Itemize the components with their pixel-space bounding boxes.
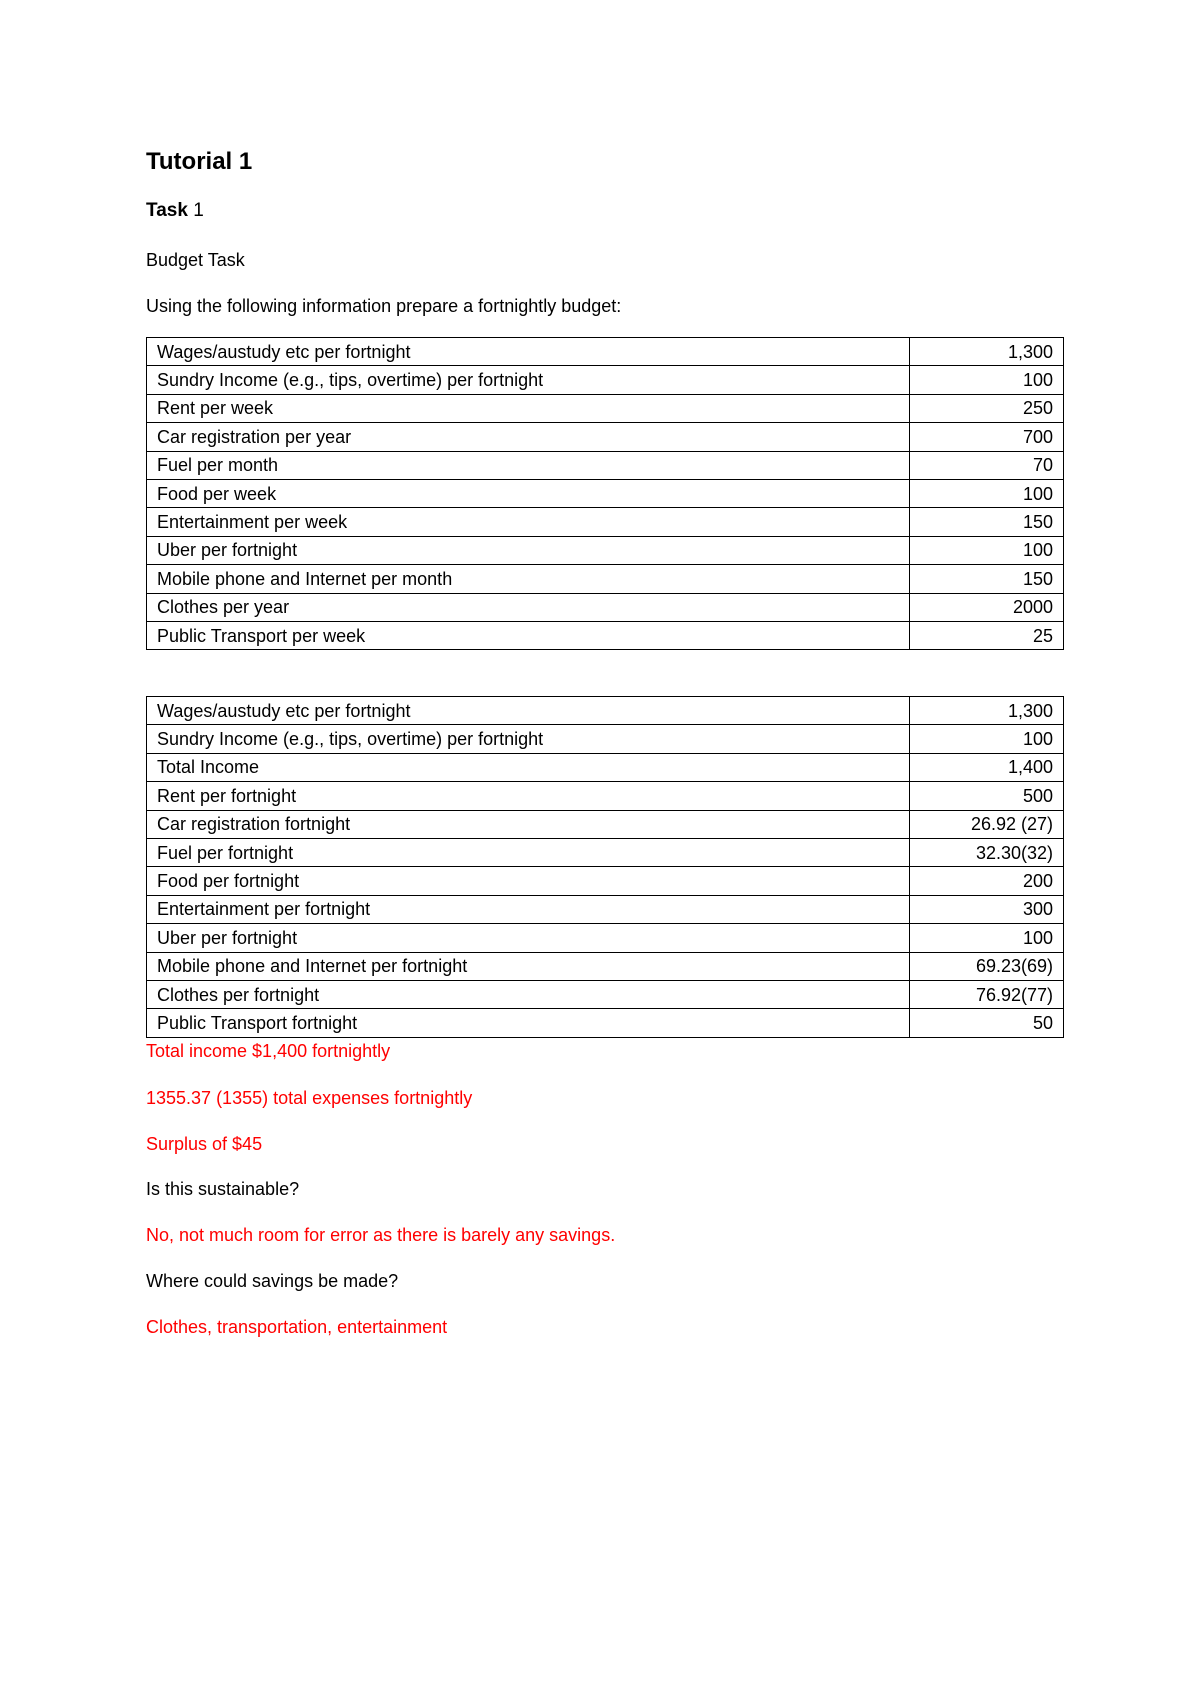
given-table-row-value: 25 — [910, 621, 1064, 649]
fortnightly-table-row-label: Wages/austudy etc per fortnight — [147, 697, 910, 725]
given-table-row — [147, 621, 1064, 649]
fortnightly-table-row-label: Rent per fortnight — [147, 782, 910, 810]
fortnightly-table-row-value: 100 — [910, 725, 1064, 753]
fortnightly-table-row — [147, 867, 1064, 895]
given-table-row-label: Car registration per year — [147, 423, 910, 451]
given-table-row — [147, 536, 1064, 564]
fortnightly-table-row — [147, 980, 1064, 1008]
fortnightly-table-row-value: 32.30(32) — [910, 838, 1064, 866]
total-expenses-answer: 1355.37 (1355) total expenses fortnightly — [146, 1088, 473, 1108]
given-table-row-label: Mobile phone and Internet per month — [147, 565, 910, 593]
given-table-row-label: Clothes per year — [147, 593, 910, 621]
fortnightly-table-row-label: Sundry Income (e.g., tips, overtime) per fortnight — [147, 725, 910, 753]
given-table-row-value: 150 — [910, 508, 1064, 536]
fortnightly-table-row-value: 69.23(69) — [910, 952, 1064, 980]
fortnightly-table-row-value: 1,400 — [910, 753, 1064, 781]
task-label: Task — [146, 200, 188, 221]
given-table-row-label: Sundry Income (e.g., tips, overtime) per fortnight — [147, 366, 910, 394]
given-table-row-value: 100 — [910, 536, 1064, 564]
answer-savings: Clothes, transportation, entertainment — [146, 1317, 448, 1337]
given-table-row-value: 250 — [910, 394, 1064, 422]
fortnightly-table-row — [147, 725, 1064, 753]
fortnightly-table-row-value: 500 — [910, 782, 1064, 810]
fortnightly-table-row-label: Clothes per fortnight — [147, 980, 910, 1008]
fortnightly-table-row-value: 76.92(77) — [910, 980, 1064, 1008]
fortnightly-table-row-label: Food per fortnight — [147, 867, 910, 895]
given-table-row — [147, 394, 1064, 422]
question-sustainable: Is this sustainable? — [146, 1179, 300, 1199]
fortnightly-table-row-label: Uber per fortnight — [147, 924, 910, 952]
given-table-row-value: 100 — [910, 366, 1064, 394]
fortnightly-table-row-label: Entertainment per fortnight — [147, 895, 910, 923]
given-information-table — [146, 337, 1064, 650]
given-table-row-label: Public Transport per week — [147, 621, 910, 649]
given-table-row-label: Entertainment per week — [147, 508, 910, 536]
fortnightly-table-row-value: 26.92 (27) — [910, 810, 1064, 838]
given-table-row-value: 2000 — [910, 593, 1064, 621]
fortnightly-table-row — [147, 697, 1064, 725]
fortnightly-table-row — [147, 1009, 1064, 1037]
task-heading — [146, 198, 204, 224]
fortnightly-table-row-value: 1,300 — [910, 697, 1064, 725]
given-table-row — [147, 508, 1064, 536]
subtitle-budget-task: Budget Task — [146, 250, 245, 270]
fortnightly-table-row — [147, 895, 1064, 923]
given-table-row — [147, 423, 1064, 451]
fortnightly-table-row-label: Mobile phone and Internet per fortnight — [147, 952, 910, 980]
given-table-row — [147, 593, 1064, 621]
given-table-row-label: Rent per week — [147, 394, 910, 422]
fortnightly-table-row — [147, 924, 1064, 952]
given-table-row — [147, 565, 1064, 593]
given-table-row-value: 70 — [910, 451, 1064, 479]
given-table-row-value: 100 — [910, 479, 1064, 507]
given-table-row-label: Fuel per month — [147, 451, 910, 479]
surplus-answer: Surplus of $45 — [146, 1134, 263, 1154]
fortnightly-table-row-value: 50 — [910, 1009, 1064, 1037]
given-table-row-value: 700 — [910, 423, 1064, 451]
fortnightly-table-row — [147, 952, 1064, 980]
instruction-text: Using the following information prepare a fortnightly budget: — [146, 296, 622, 316]
given-table-row-value: 1,300 — [910, 338, 1064, 366]
fortnightly-table-row-label: Fuel per fortnight — [147, 838, 910, 866]
fortnightly-table-row-value: 200 — [910, 867, 1064, 895]
given-table-row — [147, 451, 1064, 479]
given-table-row-value: 150 — [910, 565, 1064, 593]
task-number: 1 — [193, 200, 204, 221]
fortnightly-table-row — [147, 838, 1064, 866]
given-table-row — [147, 366, 1064, 394]
given-table-row-label: Uber per fortnight — [147, 536, 910, 564]
total-income-answer: Total income $1,400 fortnightly — [146, 1041, 391, 1061]
answer-sustainable: No, not much room for error as there is barely any savings. — [146, 1225, 616, 1245]
fortnightly-table-row-label: Car registration fortnight — [147, 810, 910, 838]
given-table-row — [147, 338, 1064, 366]
document-title: Tutorial 1 — [146, 148, 253, 175]
fortnightly-table-row — [147, 810, 1064, 838]
fortnightly-table-row-value: 300 — [910, 895, 1064, 923]
given-table-row-label: Wages/austudy etc per fortnight — [147, 338, 910, 366]
given-table-row — [147, 479, 1064, 507]
fortnightly-table-row — [147, 753, 1064, 781]
fortnightly-table-row-label: Public Transport fortnight — [147, 1009, 910, 1037]
fortnightly-budget-table — [146, 696, 1064, 1038]
fortnightly-table-row-value: 100 — [910, 924, 1064, 952]
given-table-row-label: Food per week — [147, 479, 910, 507]
fortnightly-table-row-label: Total Income — [147, 753, 910, 781]
question-savings: Where could savings be made? — [146, 1271, 399, 1291]
fortnightly-table-row — [147, 782, 1064, 810]
